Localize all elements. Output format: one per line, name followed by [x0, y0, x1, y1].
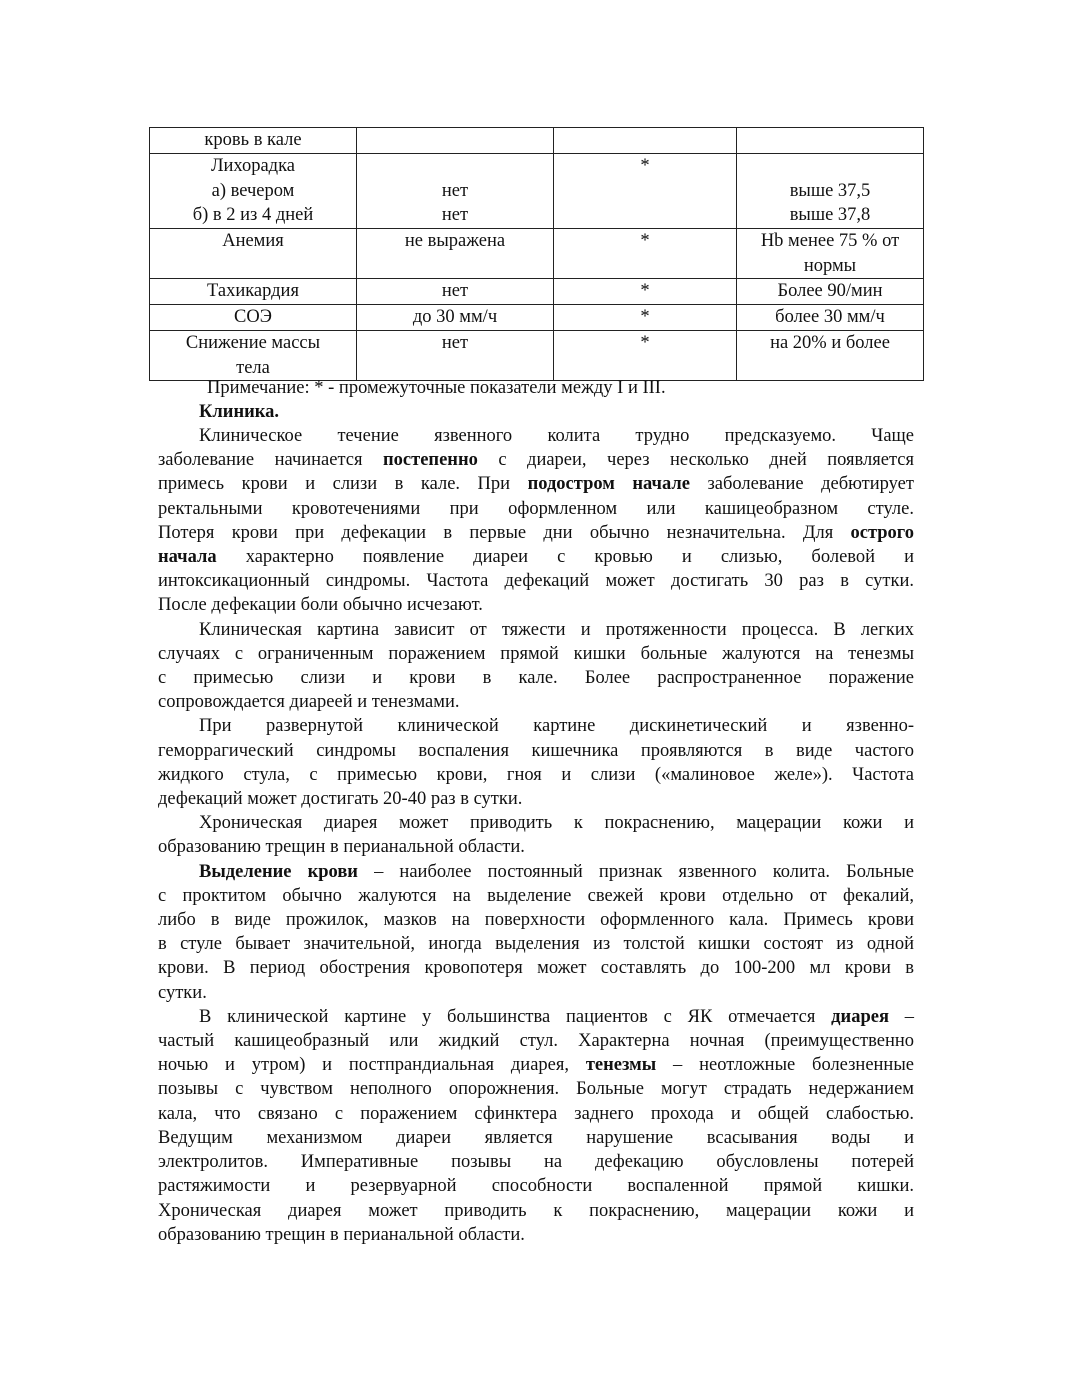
cell-line: Тахикардия	[207, 281, 299, 301]
text-segment: дефекаций может достигать 20-40 раз в сутки.	[158, 789, 523, 810]
text-segment: сопровождается диареей и тенезмами.	[158, 692, 460, 713]
cell-line	[741, 154, 919, 179]
cell-line: нормы	[803, 255, 857, 276]
text-line	[158, 521, 914, 545]
text-line	[158, 811, 914, 835]
text-line	[158, 1150, 914, 1174]
cell-line: кровь в кале	[204, 130, 302, 150]
text-line	[158, 1077, 914, 1101]
text-line	[158, 1126, 914, 1150]
table-cell	[737, 229, 924, 279]
table-cell	[357, 305, 554, 331]
text-segment: растяжимости и резервуарной способности воспаленной прямой кишки.	[158, 1176, 914, 1197]
cell-line: б) в 2 из 4 дней	[192, 205, 314, 225]
paragraph	[158, 714, 914, 811]
cell-line: Лихорадка	[210, 156, 296, 176]
table-cell	[150, 128, 357, 154]
text-segment: сутки.	[158, 982, 207, 1003]
text-line	[158, 1174, 914, 1198]
text-segment: В клинической картине у большинства пациентов с ЯК отмечается	[199, 1006, 832, 1027]
text-segment: позывы с чувством неполного опорожнения. Больные могут страдать недержанием	[158, 1079, 914, 1100]
text-line	[158, 497, 914, 521]
text-line	[158, 739, 914, 763]
table-cell	[554, 331, 737, 381]
bold-term: тенезмы	[585, 1055, 657, 1076]
table-row	[150, 331, 924, 381]
text-segment: с примесью слизи и крови в кале. Более распространенное поражение	[158, 668, 914, 689]
cell-line: *	[640, 307, 650, 327]
text-segment: Клиническое течение язвенного колита трудно предсказуемо. Чаще	[199, 426, 914, 446]
text-line	[158, 1029, 914, 1053]
table-cell	[737, 331, 924, 381]
table-cell	[737, 154, 924, 229]
table-cell	[357, 128, 554, 154]
cell-line: более 30 мм/ч	[775, 307, 885, 327]
cell-line: Более 90/мин	[777, 281, 883, 301]
text-segment: Потеря крови при дефекации в первые дни обычно незначительна. Для	[158, 522, 851, 543]
table-cell	[737, 128, 924, 154]
cell-line	[361, 154, 549, 179]
cell-line: *	[640, 231, 650, 251]
text-segment: характерно появление диареи с кровью и слизью, болевой и	[216, 547, 914, 568]
table-cell	[554, 128, 737, 154]
text-line	[158, 763, 914, 787]
cell-line: нет	[441, 281, 469, 301]
text-segment: с проктитом обычно жалуются на выделение свежей крови отдельно от фекалий,	[158, 885, 914, 906]
text-line	[158, 424, 914, 448]
text-segment: крови. В период обострения кровопотеря может составлять до 100-200 мл крови в	[158, 958, 914, 979]
table-row	[150, 229, 924, 279]
cell-line: выше 37,5	[789, 180, 871, 201]
paragraph	[158, 860, 914, 1005]
text-segment: случаях с ограниченным поражением прямой кишки больные жалуются на тенезмы	[158, 643, 914, 664]
text-line	[158, 1102, 914, 1126]
text-segment: ночью и утром) и постпрандиальная диарея,	[158, 1055, 586, 1076]
table-cell	[357, 229, 554, 279]
paragraph	[158, 424, 914, 618]
paragraph	[158, 811, 914, 859]
bold-term: подостром начале	[527, 474, 690, 495]
text-segment: примесь крови и слизи в кале. При	[158, 474, 528, 495]
cell-line: а) вечером	[211, 180, 295, 201]
text-segment: – неотложные болезненные	[656, 1055, 914, 1076]
cell-line: нет	[441, 180, 469, 201]
text-line	[158, 666, 914, 690]
text-line	[158, 569, 914, 593]
cell-line: СОЭ	[234, 307, 272, 327]
criteria-table-body	[150, 128, 924, 381]
text-line	[158, 642, 914, 666]
text-line	[158, 472, 914, 496]
text-line	[158, 1005, 914, 1029]
cell-line: не выражена	[404, 231, 506, 251]
table-cell	[150, 305, 357, 331]
cell-line: *	[640, 333, 650, 353]
text-segment: кала, что связано с поражением сфинктера заднего прохода и общей слабостью.	[158, 1103, 914, 1124]
text-line	[158, 448, 914, 472]
paragraph	[158, 1005, 914, 1247]
text-segment: электролитов. Императивные позывы на дефекацию обусловлены потерей	[158, 1152, 914, 1173]
bold-term: начала	[158, 547, 217, 568]
text-segment: образованию трещин в перианальной области.	[158, 1224, 525, 1245]
table-cell	[357, 154, 554, 229]
bold-term: Выделение крови	[199, 861, 358, 882]
section-heading: Клиника.	[199, 402, 280, 422]
text-segment: При развернутой клинической картине дискинетический и язвенно-	[199, 716, 914, 737]
text-segment: геморрагический синдромы воспаления кишечника проявляются в виде частого	[158, 740, 914, 761]
bold-term: острого	[850, 522, 914, 543]
table-cell	[150, 331, 357, 381]
cell-line: выше 37,8	[789, 205, 871, 225]
text-line	[158, 981, 914, 1005]
cell-line: Снижение массы	[185, 333, 321, 353]
text-segment: Хроническая диарея может приводить к покраснению, мацерации кожи и	[158, 1200, 914, 1221]
text-line	[158, 860, 914, 884]
table-cell	[737, 305, 924, 331]
cell-line: на 20% и более	[770, 333, 890, 353]
cell-line: тела	[236, 357, 270, 378]
cell-line: *	[640, 156, 650, 176]
cell-line: нет	[441, 205, 469, 225]
cell-line: *	[640, 281, 650, 301]
text-line	[158, 835, 914, 859]
text-segment: с диареи, через несколько дней появляется	[477, 450, 914, 471]
criteria-table	[149, 127, 924, 381]
text-segment: частый кашицеобразный или жидкий стул. Характерна ночная (преимущественно	[158, 1031, 914, 1052]
text-segment: образованию трещин в перианальной области.	[158, 837, 525, 858]
table-cell	[737, 279, 924, 305]
table-cell	[150, 229, 357, 279]
body-text	[158, 424, 914, 1247]
text-segment: –	[888, 1006, 914, 1027]
bold-term: постепенно	[383, 450, 478, 471]
table-cell	[150, 279, 357, 305]
table-cell	[554, 229, 737, 279]
text-segment: интоксикационный синдромы. Частота дефекаций может достигать 30 раз в сутки.	[158, 571, 914, 592]
table-note: Примечание: * - промежуточные показатели между I и III.	[207, 378, 666, 398]
cell-line: Анемия	[222, 231, 284, 251]
table-cell	[150, 154, 357, 229]
text-line	[158, 545, 914, 569]
text-line	[158, 618, 914, 642]
text-line	[158, 1199, 914, 1223]
text-segment: Клиническая картина зависит от тяжести и протяженности процесса. В легких	[199, 619, 914, 640]
table-cell	[357, 331, 554, 381]
text-line	[158, 593, 914, 617]
text-line	[158, 884, 914, 908]
table-row	[150, 305, 924, 331]
text-line	[158, 932, 914, 956]
table-row	[150, 279, 924, 305]
text-segment: Хроническая диарея может приводить к покраснению, мацерации кожи и	[199, 813, 914, 834]
bold-term: диарея	[831, 1006, 889, 1027]
table-cell	[357, 279, 554, 305]
table-cell	[554, 305, 737, 331]
text-segment: жидкого стула, с примесью крови, гноя и слизи («малиновое желе»). Частота	[158, 764, 914, 785]
table-row	[150, 128, 924, 154]
cell-line: нет	[441, 333, 469, 353]
text-line	[158, 908, 914, 932]
text-line	[158, 714, 914, 738]
text-line	[158, 1053, 914, 1077]
text-segment: заболевание дебютирует	[689, 474, 914, 495]
cell-line: до 30 мм/ч	[412, 307, 498, 327]
text-segment: ректальными кровотечениями при оформленном или кашицеобразном стуле.	[158, 498, 914, 519]
text-segment: в стуле бывает значительной, иногда выделения из толстой кишки состоят из одной	[158, 934, 914, 955]
cell-line: Hb менее 75 % от	[760, 231, 900, 251]
text-segment: заболевание начинается	[158, 450, 383, 471]
table-cell	[554, 154, 737, 229]
table-cell	[554, 279, 737, 305]
text-line	[158, 787, 914, 811]
paragraph	[158, 618, 914, 715]
text-line	[158, 690, 914, 714]
text-line	[158, 956, 914, 980]
text-segment: – наиболее постоянный признак язвенного колита. Больные	[357, 861, 914, 882]
text-line	[158, 1223, 914, 1247]
text-segment: Ведущим механизмом диареи является нарушение всасывания воды и	[158, 1127, 914, 1148]
text-segment: После дефекации боли обычно исчезают.	[158, 595, 483, 616]
table-row	[150, 154, 924, 229]
text-segment: либо в виде прожилок, мазков на поверхности оформленного кала. Примесь крови	[158, 910, 914, 931]
